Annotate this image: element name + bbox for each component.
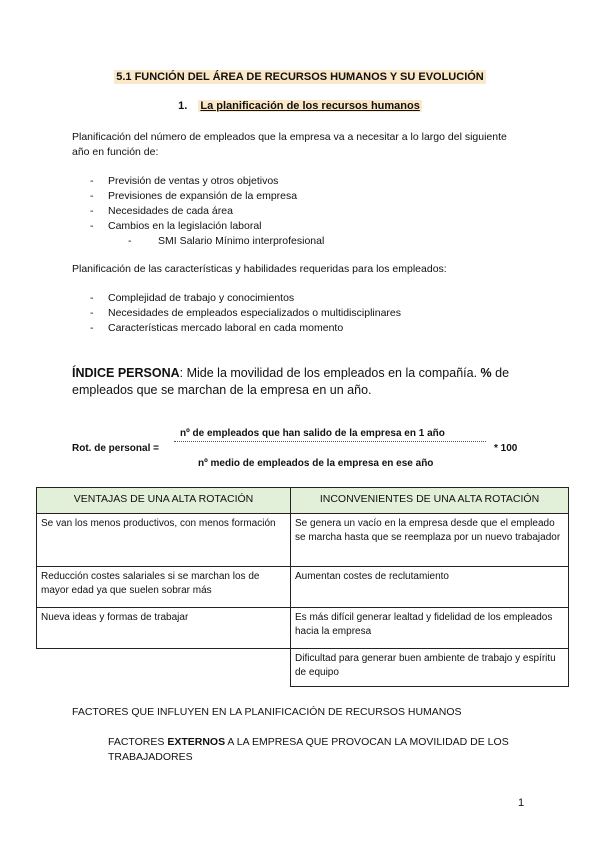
table-header-row	[37, 488, 569, 514]
header-inconvenientes: INCONVENIENTES DE UNA ALTA ROTACIÓN	[291, 488, 569, 514]
formula-denominator: nº medio de empleados de la empresa en ese año	[198, 458, 434, 469]
formula-numerator: nº de empleados que han salido de la empresa en 1 año	[180, 428, 445, 439]
page-number: 1	[518, 797, 525, 809]
rotation-table	[36, 487, 569, 687]
formula-right: * 100	[494, 443, 518, 454]
factores-ext-a: FACTORES	[108, 736, 168, 748]
factores-ext-bold: EXTERNOS	[167, 736, 226, 748]
factores-title: FACTORES QUE INFLUYEN EN LA PLANIFICACIÓN DE RECURSOS HUMANOS	[72, 706, 462, 718]
list-item: - Necesidades de cada área	[72, 204, 512, 219]
table-cell: Dificultad para generar buen ambiente de trabajo y espíritu de equipo	[291, 649, 569, 687]
factores-externos	[108, 735, 528, 765]
sub-list-item: - SMI Salario Mínimo interprofesional	[72, 234, 512, 249]
indice-percent: %	[480, 366, 492, 380]
indice-persona-paragraph	[72, 365, 532, 399]
table-cell	[37, 649, 291, 687]
list-item: - Cambios en la legislación laboral	[72, 219, 512, 234]
intro-paragraph-2: Planificación de las características y habilidades requeridas para los empleados:	[72, 263, 447, 275]
section-number: 1.	[178, 100, 188, 112]
section-title	[0, 100, 600, 112]
list-skills	[72, 291, 512, 336]
factores-ext-b: A LA EMPRESA QUE PROVOCAN LA MOVILIDAD DE LOS TRABAJADORES	[108, 736, 509, 763]
table-row	[37, 649, 569, 687]
table-cell: Nueva ideas y formas de trabajar	[37, 608, 291, 649]
table-row	[37, 514, 569, 567]
list-demand-factors	[72, 174, 512, 249]
section-title-text: La planificación de los recursos humanos	[200, 100, 420, 112]
fraction-line	[174, 441, 486, 442]
table-cell: Se van los menos productivos, con menos formación	[37, 514, 291, 567]
indice-label: ÍNDICE PERSONA	[72, 366, 180, 380]
table-cell: Se genera un vacío en la empresa desde que el empleado se marcha hasta que se reemplaza por un nuevo trabajador	[291, 514, 569, 567]
intro-paragraph-1: Planificación del número de empleados que la empresa va a necesitar a lo largo del siguiente año en función de:	[72, 131, 507, 158]
table-row	[37, 608, 569, 649]
table-cell: Es más difícil generar lealtad y fidelidad de los empleados hacia la empresa	[291, 608, 569, 649]
list-item: - Previsiones de expansión de la empresa	[72, 189, 512, 204]
table-cell: Aumentan costes de reclutamiento	[291, 567, 569, 608]
table-row	[37, 567, 569, 608]
list-item: - Complejidad de trabajo y conocimientos	[72, 291, 512, 306]
formula-left: Rot. de personal =	[72, 443, 159, 454]
table-cell: Reducción costes salariales si se marchan los de mayor edad ya que suelen sobrar más	[37, 567, 291, 608]
indice-text-b: de empleados que se marchan de la empresa en un año.	[72, 366, 510, 397]
header-ventajas: VENTAJAS DE UNA ALTA ROTACIÓN	[37, 488, 291, 514]
list-item: - Características mercado laboral en cada momento	[72, 321, 512, 336]
indice-text-a: : Mide la movilidad de los empleados en la compañía.	[179, 366, 481, 380]
document-heading	[0, 71, 600, 83]
heading-text: 5.1 FUNCIÓN DEL ÁREA DE RECURSOS HUMANOS Y SU EVOLUCIÓN	[116, 71, 484, 83]
list-item: - Previsión de ventas y otros objetivos	[72, 174, 512, 189]
list-item: - Necesidades de empleados especializados o multidisciplinares	[72, 306, 512, 321]
